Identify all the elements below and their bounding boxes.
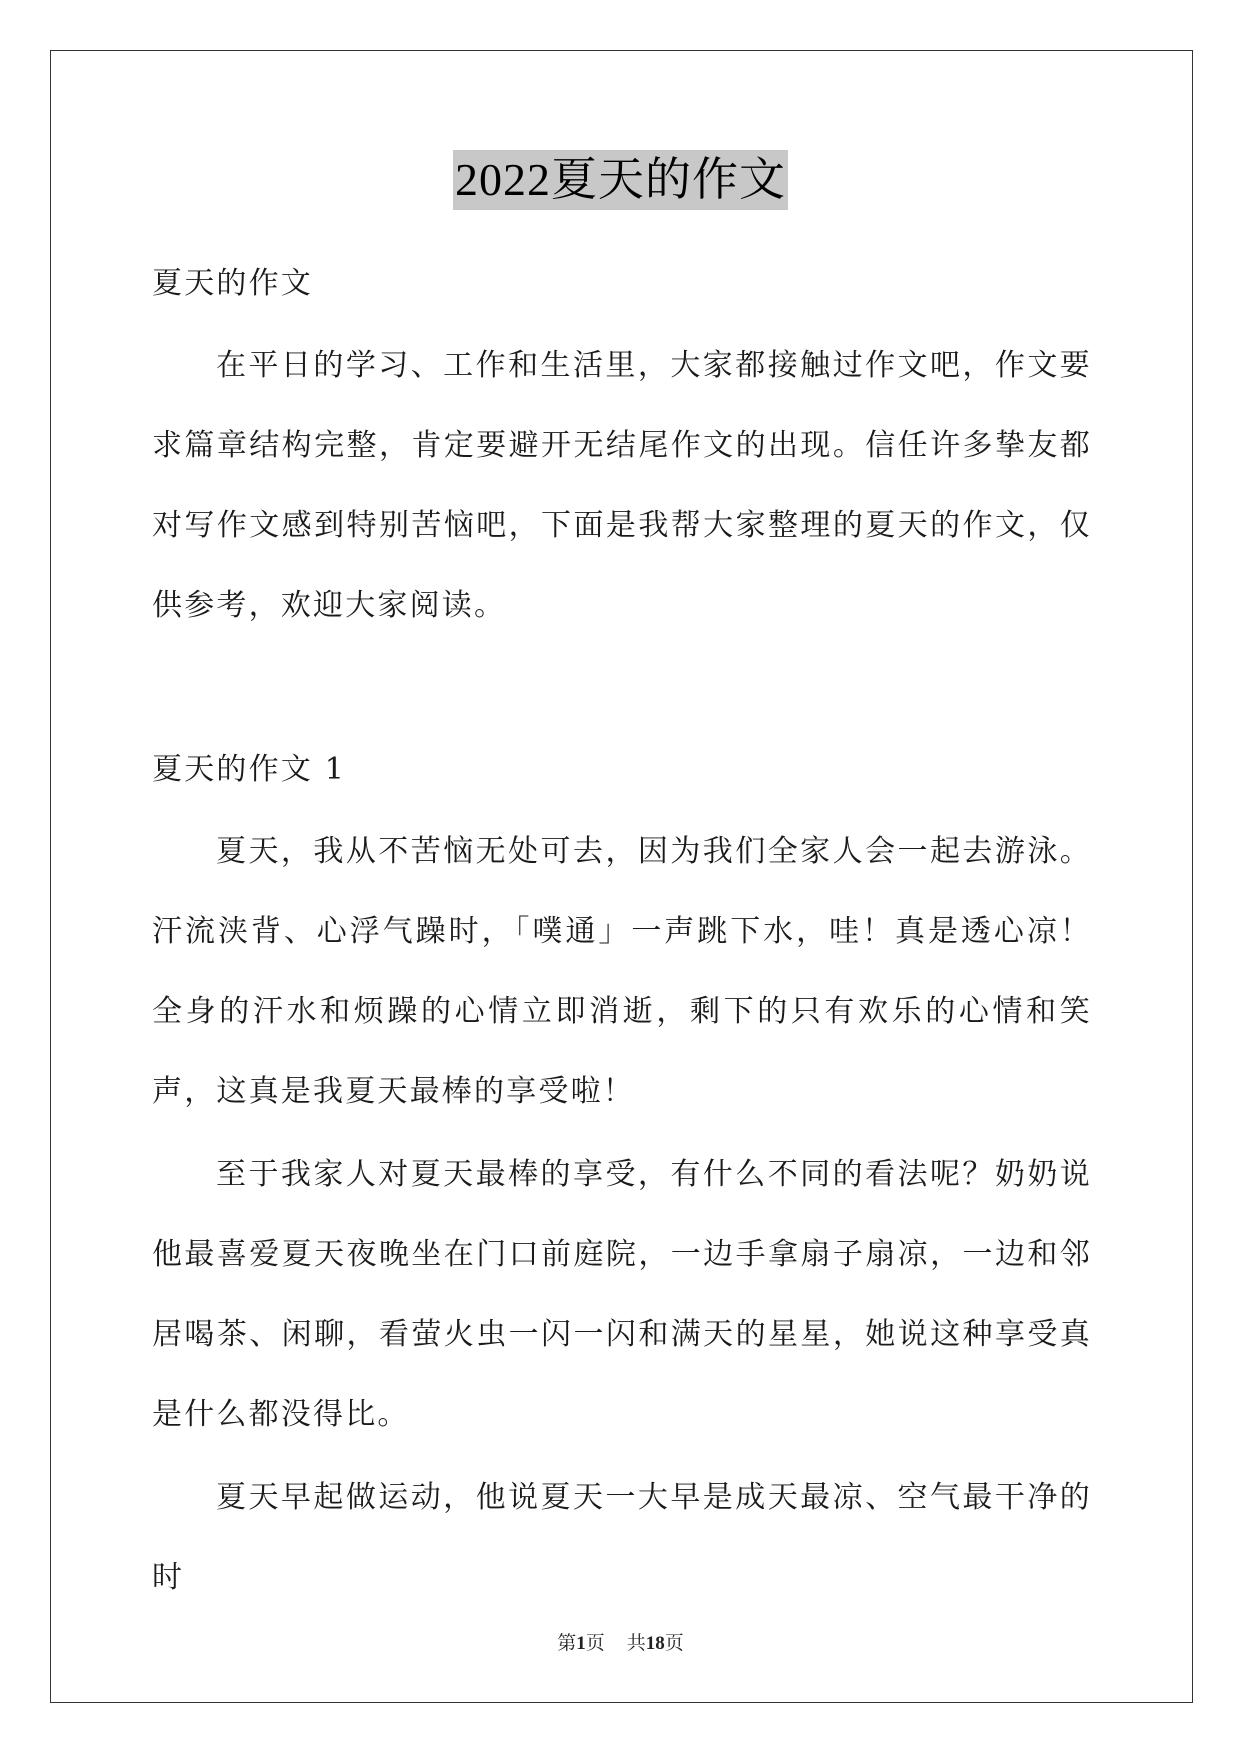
section-heading: 夏天的作文 1 [152, 752, 347, 787]
document-body [152, 258, 1092, 1618]
body-paragraph-1: 夏天，我从不苦恼无处可去，因为我们全家人会一起去游泳。汗流浃背、心浮气躁时，「噗通」一声跳下水，哇！真是透心凉！全身的汗水和烦躁的心情立即消逝，剩下的只有欢乐的心情和笑声，这真是我夏天最棒的享受啦！ [152, 834, 1092, 1109]
document-title: 2022夏天的作文 [453, 150, 788, 210]
page-total: 18 [645, 1633, 665, 1654]
page-footer [0, 1628, 1241, 1655]
body-paragraph-2: 至于我家人对夏天最棒的享受，有什么不同的看法呢？奶奶说他最喜爱夏天夜晚坐在门口前庭院，一边手拿扇子扇凉，一边和邻居喝茶、闲聊，看萤火虫一闪一闪和满天的星星，她说这种享受真是什么都没得比。 [152, 1157, 1092, 1432]
total-prefix: 共 [626, 1633, 646, 1654]
total-suffix: 页 [664, 1633, 684, 1654]
intro-paragraph: 在平日的学习、工作和生活里，大家都接触过作文吧，作文要求篇章结构完整，肯定要避开无结尾作文的出现。信任许多挚友都对写作文感到特别苦恼吧，下面是我帮大家整理的夏天的作文，仅供参考，欢迎大家阅读。 [152, 348, 1092, 623]
page-prefix: 第 [557, 1633, 577, 1654]
page-current: 1 [576, 1633, 586, 1654]
page-label: 页 [585, 1633, 605, 1654]
title-container [0, 150, 1241, 210]
body-paragraph-3: 夏天早起做运动，他说夏天一大早是成天最凉、空气最干净的时 [152, 1480, 1092, 1595]
subtitle: 夏天的作文 [152, 266, 313, 301]
